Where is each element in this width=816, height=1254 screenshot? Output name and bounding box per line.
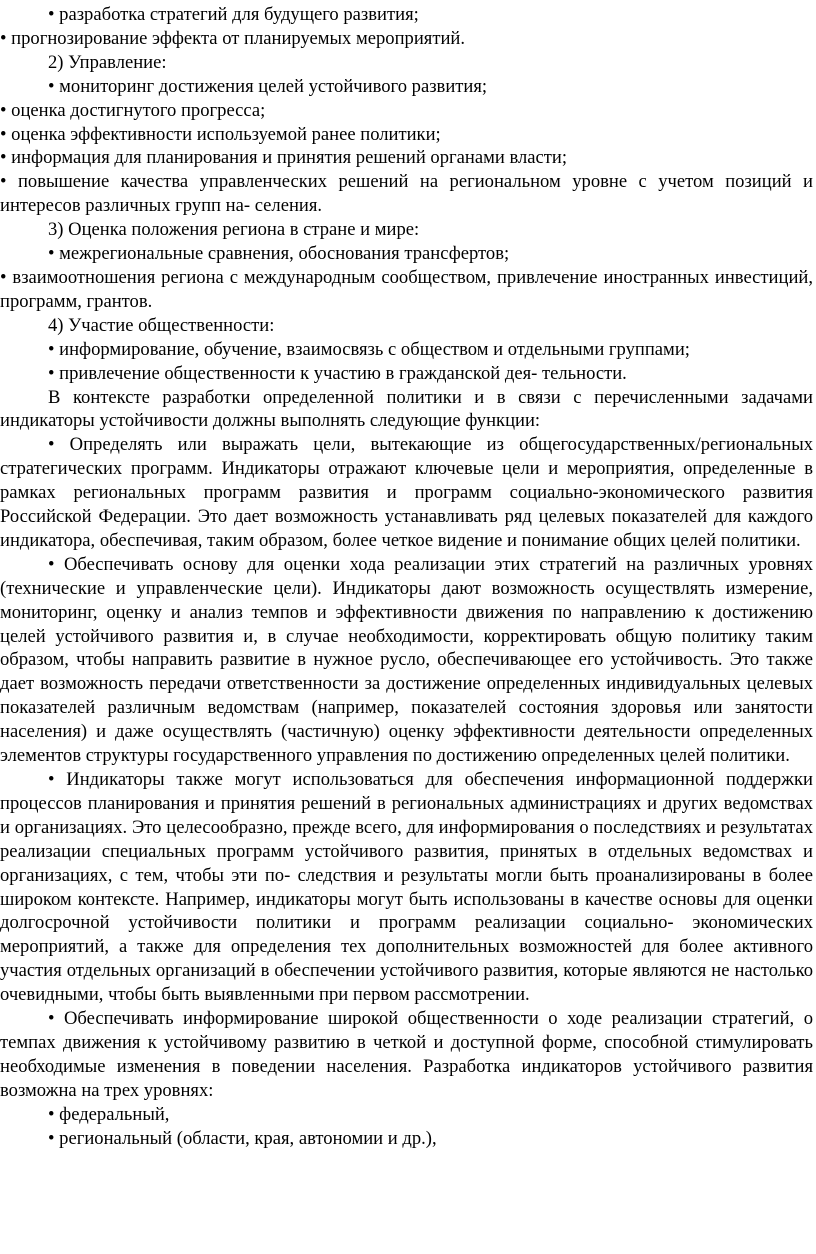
section-heading-region-position: 3) Оценка положения региона в стране и мире: — [48, 219, 420, 241]
bullet-decision-quality: • повышение качества управленческих решений на региональном уровне с учетом позиций и интересов различных групп на- селения. — [0, 171, 813, 217]
paragraph-assessment-basis: • Обеспечивать основу для оценки хода реализации этих стратегий на различных уровнях (технические и управленческие цели). Индикаторы дают возможность осуществлять измерение, мониторинг, оценку и анализ темпов и эффективности движения по направлению к достижению целей устойчивого развития и, в случае необходимости, корректировать общую политику таким образом, чтобы направить развитие в нужное русло, обеспечивающее его устойчивость. Это также дает возможность передачи ответственности за достижение определенных индивидуальных целевых показателей различным ведомствам (например, показателей состояния здоровья или занятости населения) и даже осуществлять (частичную) оценку эффективности деятельности определенных элементов структуры государственного управления по достижению определенных целей политики. — [0, 553, 813, 767]
bullet-goal-monitoring: • мониторинг достижения целей устойчивого развития; — [48, 75, 488, 97]
section-heading-management: 2) Управление: — [48, 51, 167, 73]
paragraph-public-informing: • Обеспечивать информирование широкой общественности о ходе реализации стратегий, о темпах движения к устойчивому развитию в четкой и доступной форме, способной стимулировать необходимые изменения в поведении населения. Разработка индикаторов устойчивого развития возможна на трех уровнях: — [0, 1008, 813, 1101]
bullet-policy-efficiency: • оценка эффективности используемой ранее политики; — [0, 123, 441, 145]
paragraph-information-support: • Индикаторы также могут использоваться для обеспечения информационной поддержки процессов планирования и принятия решений в региональных администрациях и других ведомствах и организациях. Это целесообразно, прежде всего, для информирования о последствиях и результатах реализации специальных программ устойчивого развития, принятых в отдельных ведомствах и организациях, с тем, чтобы эти по- следствия и результаты могли быть проанализированы в более широком контексте. Например, индикаторы могут быть использованы в качестве основы для оценки долгосрочной устойчивости политики и программ реализации социально- экономических мероприятий, а также для определения тех дополнительных возможностей для более активного участия отдельных организаций в обеспечении устойчивого развития, которые являются не настолько очевидными, чтобы быть выявленными при первом рассмотрении. — [0, 769, 813, 1006]
bullet-strategy-development: • разработка стратегий для будущего развития; — [48, 4, 419, 25]
bullet-planning-information: • информация для планирования и принятия решений органами власти; — [0, 147, 568, 169]
paragraph-define-goals: • Определять или выражать цели, вытекающие из общегосударственных/региональных стратегических программ. Индикаторы отражают ключевые цели и мероприятия, определенные в рамках региональных программ развития и программ социально-экономического развития Российской Федерации. Это дает возможность устанавливать ряд целевых показателей для каждого индикатора, обеспечивая, таким образом, более четкое видение и понимание общих целей политики. — [0, 434, 813, 551]
bullet-interregional-comparison: • межрегиональные сравнения, обоснования трансфертов; — [48, 243, 510, 265]
bullet-level-regional: • региональный (области, края, автономии и др.), — [48, 1127, 437, 1149]
bullet-level-federal: • федеральный, — [48, 1103, 170, 1125]
paragraph-indicator-functions-intro: В контексте разработки определенной политики и в связи с перечисленными задачами индикаторы устойчивости должны выполнять следующие функции: — [0, 386, 813, 432]
bullet-progress-assessment: • оценка достигнутого прогресса; — [0, 99, 266, 121]
section-heading-public-participation: 4) Участие общественности: — [48, 314, 275, 336]
bullet-international-relations: • взаимоотношения региона с международным сообществом, привлечение иностранных инвестиций, программ, грантов. — [0, 266, 813, 312]
bullet-public-informing: • информирование, обучение, взаимосвязь с обществом и отдельными группами; — [48, 338, 690, 360]
bullet-public-involvement: • привлечение общественности к участию в гражданской дея- тельности. — [48, 362, 627, 384]
bullet-effect-forecasting: • прогнозирование эффекта от планируемых мероприятий. — [0, 27, 466, 49]
